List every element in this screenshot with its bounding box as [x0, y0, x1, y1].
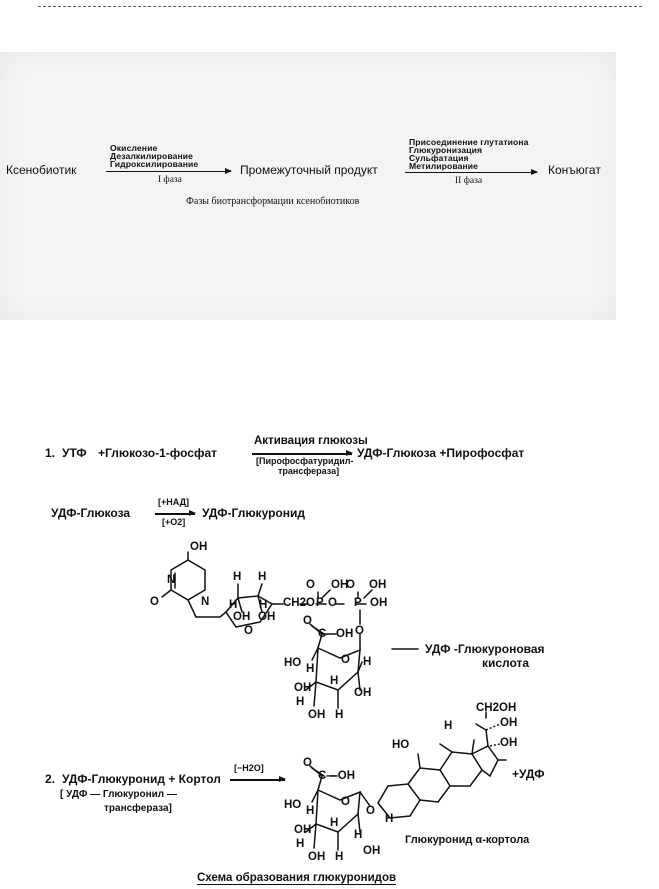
- ch2-group: CH2: [283, 597, 307, 609]
- p1-o: O: [306, 579, 315, 591]
- glucuronate-h: H: [363, 656, 372, 668]
- eq1-utp: УТФ: [62, 446, 87, 460]
- figure2-caption: Схема образования глюкуронидов: [197, 872, 397, 884]
- glucuronide-oh: OH: [308, 851, 326, 863]
- eq2-enzyme-line1: [ УДФ — Глюкуронил —: [60, 789, 177, 800]
- xenobiotic-label: Ксенобиотик: [6, 163, 77, 177]
- phase1-reaction: Окисление: [110, 143, 158, 153]
- eq1-number: 1.: [45, 446, 56, 460]
- glucuronide-oh: OH: [363, 845, 381, 857]
- bridge-o: O: [306, 597, 315, 609]
- glucuronide-link-o: O: [366, 805, 375, 817]
- eq2-product-udp: +УДФ: [512, 767, 545, 781]
- cortol-side-oh: OH: [500, 737, 518, 749]
- glucuronide-carbonyl-o: O: [303, 757, 312, 769]
- eq2-reactants: УДФ-Глюкуронид + Кортол: [62, 772, 221, 786]
- glucuronide-oh: OH: [294, 824, 312, 836]
- uracil-oh: OH: [190, 541, 208, 553]
- uracil-n2: N: [201, 596, 210, 608]
- phase2-reaction: Присоединение глутатиона: [409, 137, 529, 147]
- steroid-h: H: [385, 813, 394, 825]
- cortol-side-h: H: [444, 720, 453, 732]
- cortol-ch2oh: CH2OH: [476, 702, 517, 714]
- eq1-glucose-1-phosphate: +Глюкозо-1-фосфат: [98, 446, 218, 460]
- eq2-enzyme-line2: трансфераза]: [104, 803, 172, 814]
- glucuronate-c: C: [318, 628, 327, 640]
- phase1-reaction: Дезалкилирование: [110, 151, 194, 161]
- bridge-o: O: [328, 597, 337, 609]
- phase2-reaction: Сульфатация: [409, 153, 469, 163]
- phosphorus-1: P: [316, 597, 324, 609]
- eq1b-reactant: УДФ-Глюкоза: [51, 506, 131, 520]
- udp-glucuronic-label-2: кислота: [482, 656, 530, 670]
- phase2-label: II фаза: [455, 176, 483, 186]
- phase1-label: I фаза: [158, 175, 182, 185]
- p2-o: O: [346, 579, 355, 591]
- glucuronate-h: H: [335, 709, 344, 721]
- glucuronate-h: H: [306, 663, 315, 675]
- figure1-caption: Фазы биотрансформации ксенобиотиков: [186, 196, 360, 207]
- uracil-n1: N: [167, 574, 176, 586]
- glucuronate-ho: HO: [284, 657, 302, 669]
- eq1b-above-arrow: [+НАД]: [158, 497, 189, 507]
- p2-oh: OH: [369, 579, 387, 591]
- glucuronate-carbonyl-o: O: [303, 615, 312, 627]
- glucuronate-oh: OH: [354, 687, 372, 699]
- glucuronate-ring-o: O: [341, 654, 350, 666]
- glucuronide-h: H: [335, 851, 344, 863]
- phase1-reaction: Гидроксилирование: [110, 159, 199, 169]
- ribose-h: H: [259, 599, 268, 611]
- glucuronate-h: H: [296, 696, 305, 708]
- glucuronate-oh: OH: [308, 709, 326, 721]
- glucuronate-h: H: [330, 675, 339, 687]
- glucuronide-ho: HO: [284, 799, 302, 811]
- cortol-side-oh: OH: [500, 717, 518, 729]
- ribose-h: H: [258, 571, 267, 583]
- eq2-above-arrow: [−H2O]: [234, 763, 264, 773]
- phase2-reaction: Глюкуронизация: [409, 145, 483, 155]
- glucuronide-h: H: [306, 805, 315, 817]
- glucuronate-cooh-oh: OH: [336, 628, 354, 640]
- conjugate-label: Конъюгат: [548, 163, 601, 177]
- uracil-carbonyl-o: O: [150, 596, 159, 608]
- ribose-oh: OH: [233, 611, 251, 623]
- glucuronide-h: H: [296, 838, 305, 850]
- eq1-enzyme-line2: трансфераза]: [278, 466, 340, 476]
- ribose-oh: OH: [258, 611, 276, 623]
- phase2-reaction: Метилирование: [409, 161, 479, 171]
- p2-end-oh: OH: [370, 597, 388, 609]
- cortol-glucuronide-label: Глюкуронид α-кортола: [405, 834, 530, 846]
- eq1-products: УДФ-Глюкоза +Пирофосфат: [357, 446, 525, 460]
- eq1b-below-arrow: [+О2]: [162, 517, 186, 527]
- glucuronide-c-oh: C—OH: [318, 770, 356, 782]
- ribose-h: H: [229, 599, 238, 611]
- glucuronate-link-o: O: [355, 625, 364, 637]
- p1-oh: OH: [331, 579, 349, 591]
- glucuronide-ring-o: O: [341, 796, 350, 808]
- intermediate-product-label: Промежуточный продукт: [240, 163, 378, 177]
- ribose-ring-o: O: [244, 625, 253, 637]
- phosphorus-2: P: [354, 597, 362, 609]
- glucuronide-h: H: [354, 829, 363, 841]
- udp-glucuronic-label: УДФ -Глюкуроновая: [425, 642, 545, 656]
- eq1-enzyme-line1: [Пирофосфатуридил-: [256, 456, 354, 466]
- ribose-h: H: [233, 571, 242, 583]
- eq2-number: 2.: [45, 772, 56, 786]
- glucuronate-oh: OH: [294, 682, 312, 694]
- glucuronide-h: H: [330, 817, 339, 829]
- eq1b-product: УДФ-Глюкуронид: [202, 506, 305, 520]
- cortol-ring-ho: HO: [392, 739, 410, 751]
- eq1-above-arrow: Активация глюкозы: [254, 435, 368, 447]
